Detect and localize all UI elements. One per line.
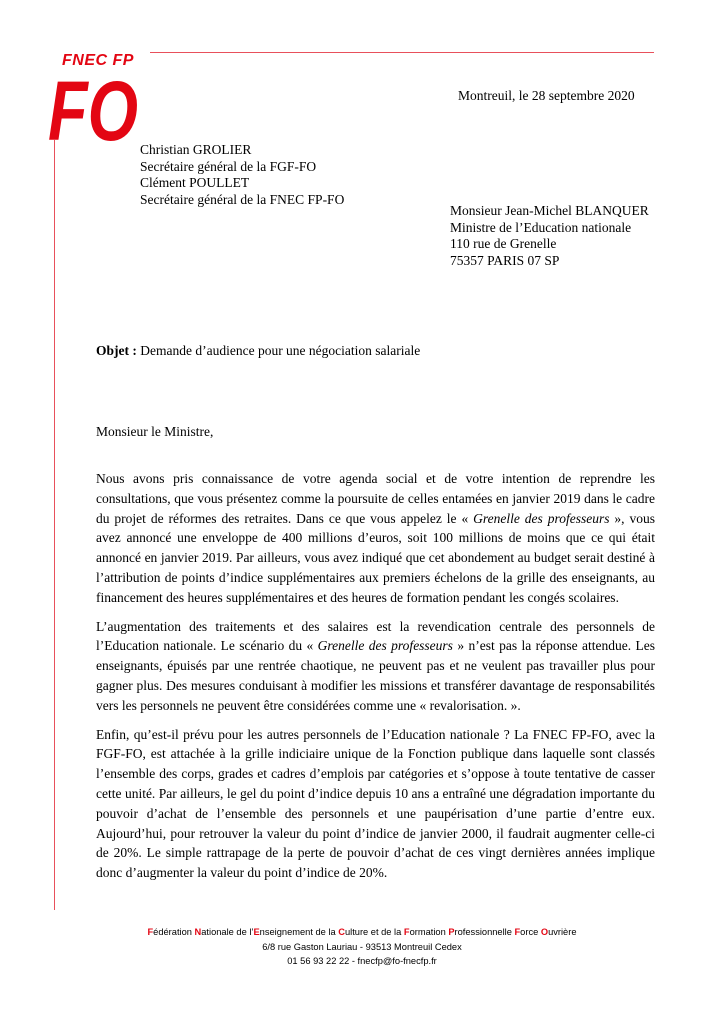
paragraph-text: Enfin, qu’est-il prévu pour les autres personnels de l’Education nationale ? La FNEC FP-FO, avec la FGF-FO, est attachée à la grille indiciaire unique de la Fonction publique dans laquelle sont classés l’ensemble des corps, grades et cadres d’emplois par catégories et s’oppose à toute tentative de casser cette unité. Par ailleurs, le gel du point d’indice depuis 10 ans a entraîné une dégradation importante du pouvoir d’achat de l’ensemble des personnels et une paupérisation d’une partie d’entre eux. Aujourd’hui, pour retrouver la valeur du point d’indice de janvier 2000, il faudrait augmenter celle-ci de 20%. Le simple rattrapage de la perte de pouvoir d’achat de ces vingt dernières années implique donc d’augmenter la valeur du point d’indice de 20%. (96, 726, 655, 881)
footer-initial: F (403, 927, 410, 937)
footer-initial: N (194, 927, 202, 937)
footer-text: uvrière (548, 927, 577, 937)
recipient-line: 75357 PARIS 07 SP (450, 252, 560, 268)
letter-object (96, 343, 420, 359)
paragraph-text: Nous avons pris connaissance de votre agenda social et de votre intention de reprendre les consultations, que vous présentez comme la poursuite de celles entamées en janvier 2019 dans le cadre du projet de réformes des retraites. Dans ce que vous appelez le « (96, 471, 655, 526)
footer-text: nseignement de la (259, 927, 339, 937)
sender-line: Secrétaire général de la FGF-FO (140, 158, 317, 174)
letter-date: Montreuil, le 28 septembre 2020 (458, 88, 635, 103)
body-paragraph (96, 617, 655, 716)
footer-initial: P (448, 927, 455, 937)
paragraph-text: », vous avez annoncé une enveloppe de 400 millions d’euros, soit 100 millions de moins que ce qui était annoncé en janvier 2019. Par ailleurs, vous avez indiqué que cet abondement au budget serait destiné à l’attribution de points d’indice supplémentaires aux premiers échelons de la grille des enseignants, au financement des heures supplémentaires et des heures de formation pendant les congés scolaires. (96, 510, 655, 605)
footer-initial: O (540, 927, 549, 937)
recipient-line: Ministre de l’Education nationale (450, 219, 632, 235)
footer-text: orce (520, 927, 541, 937)
sender-line: Christian GROLIER (140, 142, 252, 157)
header-rule (150, 52, 654, 53)
footer-text: ationale de l’ (201, 927, 254, 937)
footer-initial: C (338, 927, 345, 937)
logo-top-text: FNEC FP (62, 52, 134, 69)
footer-text: ormation (409, 927, 449, 937)
letter-body (96, 469, 655, 892)
footer-initial: F (514, 927, 521, 937)
paragraph-text: » n’est pas la réponse attendue. Les enseignants, épuisés par une rentrée chaotique, ne peuvent pas et ne veulent pas travailler plus pour gagner plus. Des mesures conduisant à modifier les missions et transférer davantage de responsabilités vers les personnels ne peuvent être considérées comme une « revalorisation. ». (96, 638, 656, 713)
footer-initial: F (147, 927, 154, 937)
fnec-fp-fo-logo (46, 52, 142, 158)
recipient-line: Monsieur Jean-Michel BLANQUER (450, 203, 649, 218)
sender-line: Secrétaire général de la FNEC FP-FO (140, 191, 345, 207)
salutation: Monsieur le Ministre, (96, 424, 214, 439)
body-paragraph (96, 469, 655, 608)
footer-contact: 01 56 93 22 22 - fnecfp@fo-fnecfp.fr (287, 956, 437, 966)
paragraph-text: L’augmentation des traitements et des salaires est la revendication centrale des personnels de l’Education nationale. Le scénario du « (96, 618, 655, 654)
body-paragraph (96, 725, 655, 883)
sender-line: Clément POULLET (140, 175, 250, 190)
footer-address: 6/8 rue Gaston Lauriau - 93513 Montreuil Cedex (262, 941, 462, 952)
margin-rule (54, 140, 55, 910)
footer-text: rofessionnelle (454, 927, 515, 937)
paragraph-emphasis: Grenelle des professeurs (473, 510, 610, 526)
letter-footer (0, 925, 724, 969)
object-text: Demande d’audience pour une négociation salariale (136, 343, 421, 358)
paragraph-emphasis: Grenelle des professeurs (317, 638, 453, 654)
footer-text: édération (153, 927, 195, 937)
footer-organization (0, 925, 724, 940)
footer-initial: E (253, 927, 260, 937)
logo-main-text: FO (48, 64, 138, 158)
recipient-block (450, 203, 649, 269)
object-label: Objet : (96, 343, 137, 358)
recipient-line: 110 rue de Grenelle (450, 236, 557, 251)
sender-block (140, 142, 344, 208)
footer-text: ulture et de la (344, 927, 404, 937)
